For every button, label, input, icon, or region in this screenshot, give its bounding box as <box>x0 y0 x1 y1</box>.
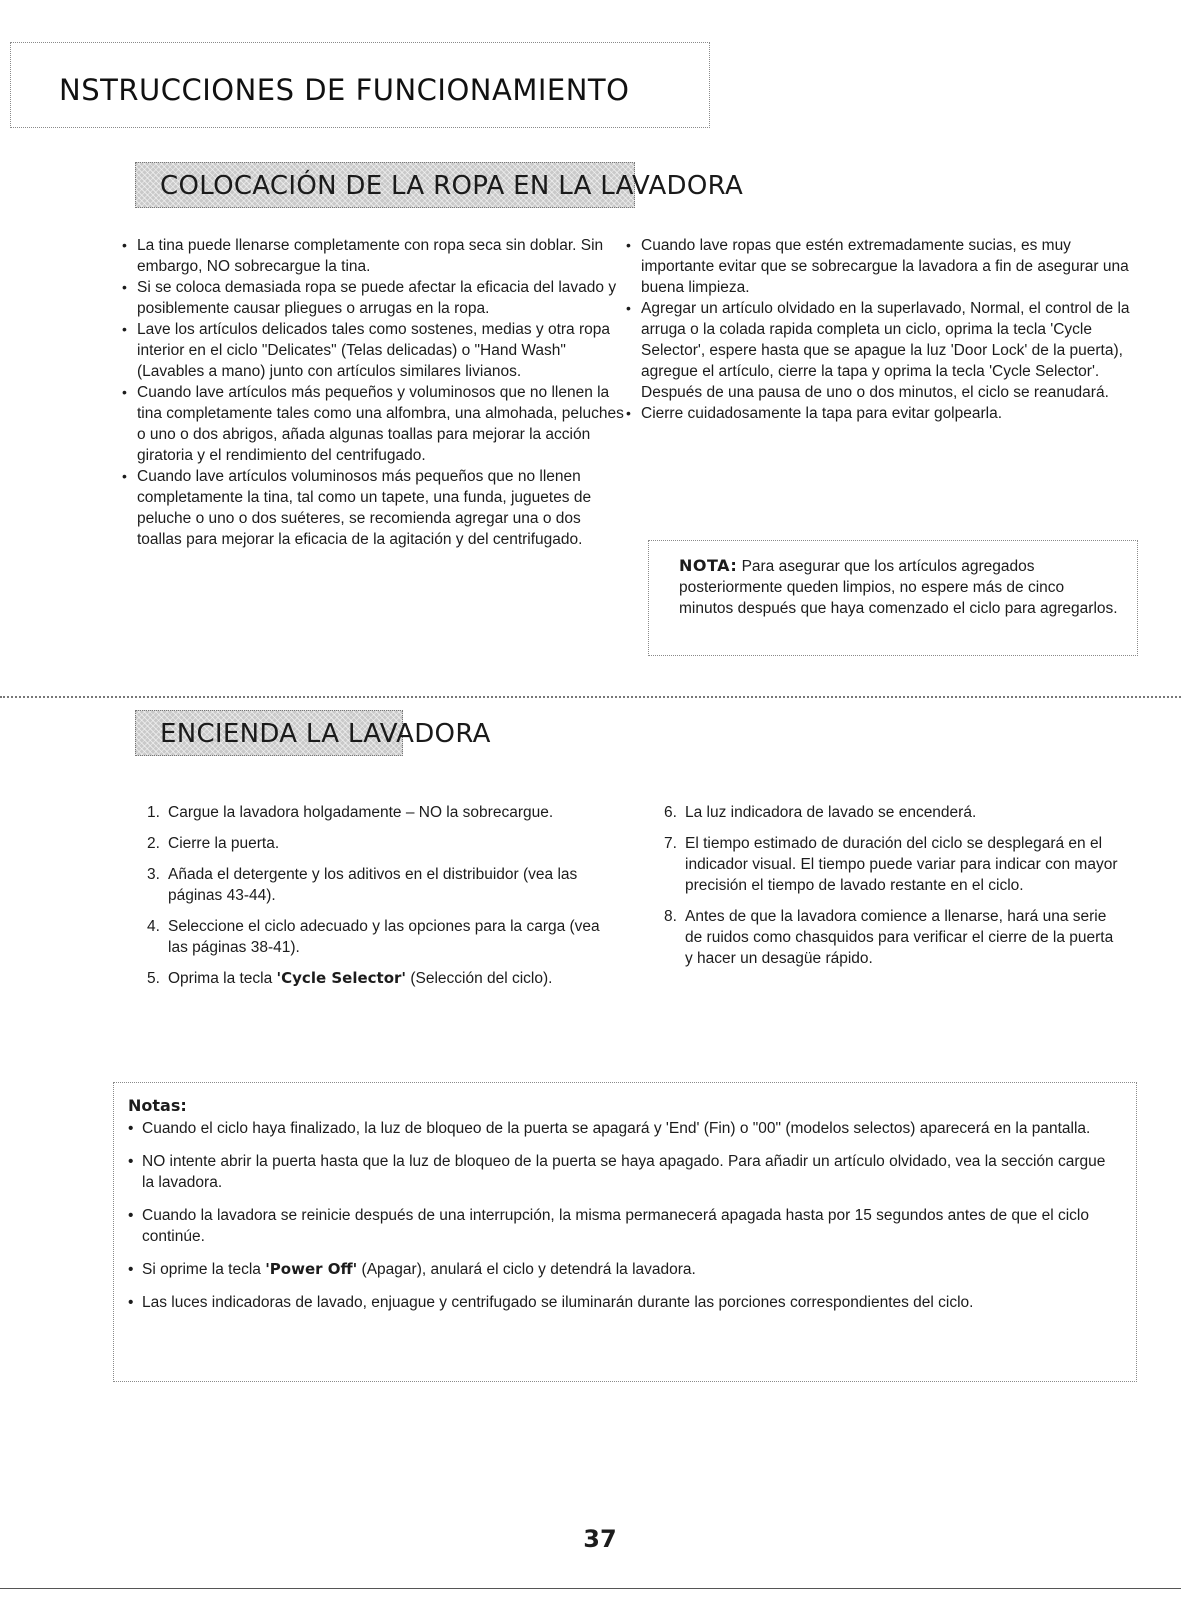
step-text: El tiempo estimado de duración del ciclo se desplegará en el indicador visual. El tiempo puede variar para indicar con mayor precisión el tiempo de lavado restante en el ciclo. <box>685 835 1118 894</box>
list-item: • NO intente abrir la puerta hasta que la luz de bloqueo de la puerta se haya apagado. Para añadir un artículo olvidado, vea la sección cargue la lavadora. <box>128 1151 1118 1193</box>
loading-left-list <box>120 235 625 550</box>
note-label: NOTA: <box>679 556 738 575</box>
step-item <box>664 833 1124 896</box>
step-number: 8. <box>664 908 677 925</box>
note-text-post: (Apagar), anulará el ciclo y detendrá la lavadora. <box>357 1261 696 1278</box>
list-item: • Cuando el ciclo haya finalizado, la luz de bloqueo de la puerta se apagará y 'End' (Fin) o "00" (modelos selectos) aparecerá en la pantalla. <box>128 1118 1118 1139</box>
section-divider <box>0 696 1181 698</box>
section-title-loading: COLOCACIÓN DE LA ROPA EN LA LAVADORA <box>160 171 744 201</box>
note-text: Para asegurar que los artículos agregados posteriormente queden limpios, no espere más de cinco minutos después que haya comenzado el ciclo para agregarlos. <box>679 558 1118 617</box>
step-text: Añada el detergente y los aditivos en el distribuidor (vea las páginas 43-44). <box>168 866 578 904</box>
step-number: 2. <box>147 835 160 852</box>
note-box <box>648 540 1138 656</box>
list-item: • Cuando lave ropas que estén extremadamente sucias, es muy importante evitar que se sobrecargue la lavadora a fin de asegurar una buena limpieza. <box>624 235 1134 298</box>
step-item <box>147 864 617 906</box>
step-item <box>664 906 1124 969</box>
step-number: 7. <box>664 835 677 852</box>
section-banner-start <box>135 710 491 756</box>
step-number: 4. <box>147 918 160 935</box>
step-text-pre: Oprima la tecla <box>168 970 277 987</box>
step-number: 1. <box>147 804 160 821</box>
page-title: NSTRUCCIONES DE FUNCIONAMIENTO <box>59 73 630 107</box>
step-text: Seleccione el ciclo adecuado y las opciones para la carga (vea las páginas 38-41). <box>168 918 600 956</box>
bottom-rule <box>0 1588 1181 1589</box>
list-item: • Cuando lave artículos voluminosos más pequeños que no llenen completamente la tina, tal como un tapete, una funda, juguetes de peluche o uno o dos suéteres, se recomienda agregar una o dos toallas para mejorar la eficacia de la agitación y del centrifugado. <box>120 466 625 550</box>
loading-right-list <box>624 235 1134 424</box>
list-item: • Cuando la lavadora se reinicie después de una interrupción, la misma permanecerá apagada hasta por 15 segundos antes de que el ciclo continúe. <box>128 1205 1118 1247</box>
loading-left-column <box>120 235 625 550</box>
steps-left-column <box>147 802 617 999</box>
step-number: 3. <box>147 866 160 883</box>
notes-title: Notas: <box>128 1096 187 1115</box>
step-text-post: (Selección del ciclo). <box>406 970 553 987</box>
steps-right-column <box>664 802 1124 979</box>
list-item: • Las luces indicadoras de lavado, enjuague y centrifugado se iluminarán durante las porciones correspondientes del ciclo. <box>128 1292 1118 1313</box>
step-text: Cargue la lavadora holgadamente – NO la sobrecargue. <box>168 804 554 821</box>
step-item <box>147 916 617 958</box>
step-item <box>147 968 617 989</box>
list-item: • Lave los artículos delicados tales como sostenes, medias y otra ropa interior en el ciclo "Delicates" (Telas delicadas) o "Hand Wash" (Lavables a mano) junto con artículos similares livianos. <box>120 319 625 382</box>
page-header <box>10 42 710 128</box>
list-item: • Cuando lave artículos más pequeños y voluminosos que no llenen la tina completamente tales como una alfombra, una almohada, peluches o uno o dos abrigos, añada algunas toallas para mejorar la acción giratoria y el rendimiento del centrifugado. <box>120 382 625 466</box>
list-item: • La tina puede llenarse completamente con ropa seca sin doblar. Sin embargo, NO sobrecargue la tina. <box>120 235 625 277</box>
notes-box <box>113 1082 1137 1382</box>
list-item: • Si se coloca demasiada ropa se puede afectar la eficacia del lavado y posiblemente causar pliegues o arrugas en la ropa. <box>120 277 625 319</box>
step-item <box>664 802 1124 823</box>
section-title-start: ENCIENDA LA LAVADORA <box>160 719 491 749</box>
list-item <box>128 1259 1118 1280</box>
step-number: 6. <box>664 804 677 821</box>
page-number: 37 <box>583 1525 617 1553</box>
step-item <box>147 802 617 823</box>
note-text-pre: Si oprime la tecla <box>142 1261 266 1278</box>
section-banner-loading <box>135 162 744 208</box>
step-item <box>147 833 617 854</box>
cycle-selector-key: 'Cycle Selector' <box>276 969 407 987</box>
loading-right-column <box>624 235 1134 424</box>
list-item: • Agregar un artículo olvidado en la superlavado, Normal, el control de la arruga o la colada rapida completa un ciclo, oprima la tecla 'Cycle Selector', espere hasta que se apague la luz 'Door Lock' de la puerta), agregue el artículo, cierre la tapa y oprima la tecla 'Cycle Selector'. Después de una pausa de uno o dos minutos, el ciclo se reanudará. <box>624 298 1134 403</box>
power-off-key: 'Power Off' <box>265 1260 358 1278</box>
step-text: Antes de que la lavadora comience a llenarse, hará una serie de ruidos como chasquidos para verificar el cierre de la puerta y hacer un desagüe rápido. <box>685 908 1114 967</box>
step-number: 5. <box>147 970 160 987</box>
list-item: • Cierre cuidadosamente la tapa para evitar golpearla. <box>624 403 1134 424</box>
step-text: Cierre la puerta. <box>168 835 280 852</box>
notes-list <box>128 1118 1118 1313</box>
step-text: La luz indicadora de lavado se encenderá. <box>685 804 977 821</box>
